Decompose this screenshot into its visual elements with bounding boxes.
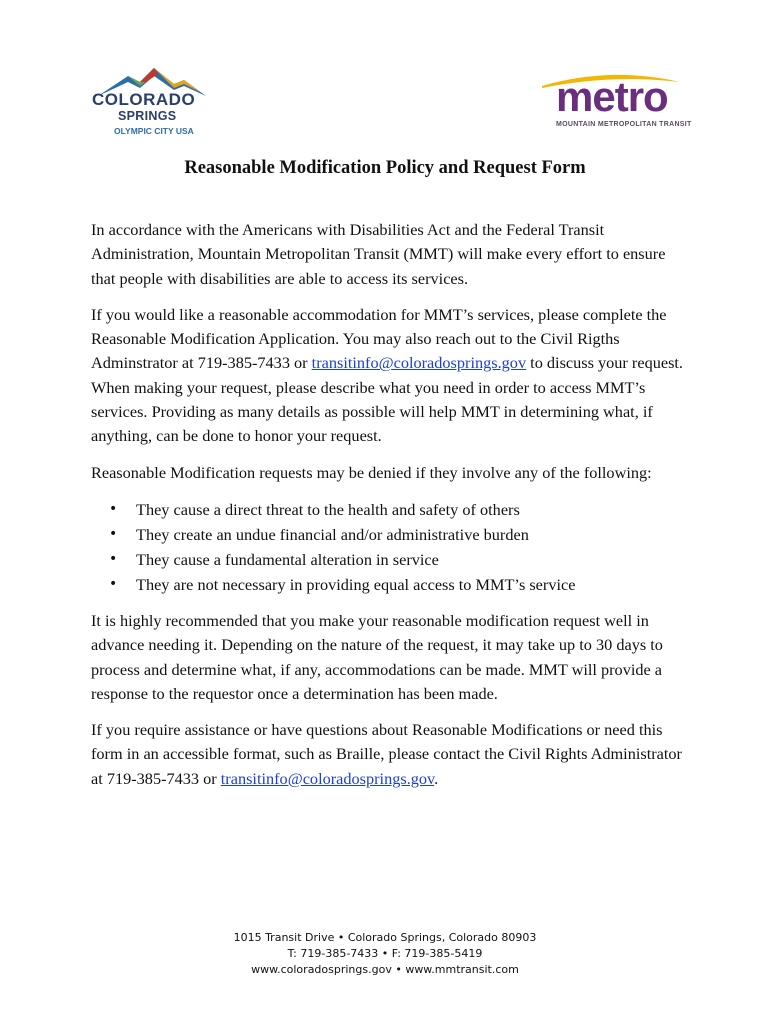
- colorado-springs-logo: [88, 62, 228, 142]
- footer-phone: T: 719-385-7433 • F: 719-385-5419: [287, 947, 483, 960]
- paragraph-assistance: [91, 718, 691, 791]
- email-link[interactable]: transitinfo@coloradosprings.gov: [220, 768, 435, 788]
- paragraph-recommendation: It is highly recommended that you make your reasonable modification request well in advance needing it. Depending on the nature of the request, it may take up to 30 days to process and determine what, if any, accommodations can be made. MMT will provide a response to the requestor once a determination has been made.: [91, 610, 663, 703]
- paragraph-request-text-1: If you would like a reasonable accommodation for MMT’s services, please complete the Reasonable Modification Application. You may also reach out to the Civil Rigths Adminstrator at 719-385-7433 or: [91, 304, 667, 373]
- footer: [0, 930, 770, 978]
- logo-text-olympic-city: OLYMPIC CITY USA: [114, 126, 194, 136]
- logo-text-colorado: COLORADO: [92, 90, 196, 109]
- paragraph-request: [91, 303, 691, 449]
- email-link[interactable]: transitinfo@coloradosprings.gov: [311, 353, 527, 373]
- list-item: • They are not necessary in providing equal access to MMT’s service: [136, 572, 691, 597]
- metro-wordmark: metro: [556, 73, 668, 120]
- document-body: [91, 218, 691, 803]
- denial-reasons-list: [91, 497, 691, 597]
- paragraph-assistance-text-1: If you require assistance or have questions about Reasonable Modifications or need this form in an accessible format, such as Braille, please contact the Civil Rights Administrator at 719-385-7433 or: [91, 720, 682, 788]
- paragraph-request-text-2: to discuss your request. When making your request, please describe what you need in order to access MMT’s services. Providing as many details as possible will help MMT in determining what, if anything, can be done to honor your request.: [91, 353, 684, 446]
- footer-websites: www.coloradosprings.gov • www.mmtransit.com: [251, 963, 519, 976]
- list-item: • They cause a direct threat to the health and safety of others: [136, 497, 691, 522]
- footer-address: 1015 Transit Drive • Colorado Springs, Colorado 80903: [233, 931, 537, 944]
- list-item: • They create an undue financial and/or administrative burden: [136, 522, 691, 547]
- paragraph-assistance-text-2: .: [434, 768, 439, 788]
- paragraph-denial: Reasonable Modification requests may be denied if they involve any of the following:: [91, 462, 652, 482]
- document-title: Reasonable Modification Policy and Request Form: [184, 158, 586, 178]
- logo-text-springs: SPRINGS: [118, 109, 177, 123]
- metro-subtitle: MOUNTAIN METROPOLITAN TRANSIT: [556, 121, 692, 128]
- paragraph-intro: In accordance with the Americans with Disabilities Act and the Federal Transit Administration, Mountain Metropolitan Transit (MMT) will make every effort to ensure that people with disabilities are able to access its services.: [91, 220, 666, 288]
- metro-logo: [540, 72, 692, 134]
- list-item: • They cause a fundamental alteration in service: [136, 547, 691, 572]
